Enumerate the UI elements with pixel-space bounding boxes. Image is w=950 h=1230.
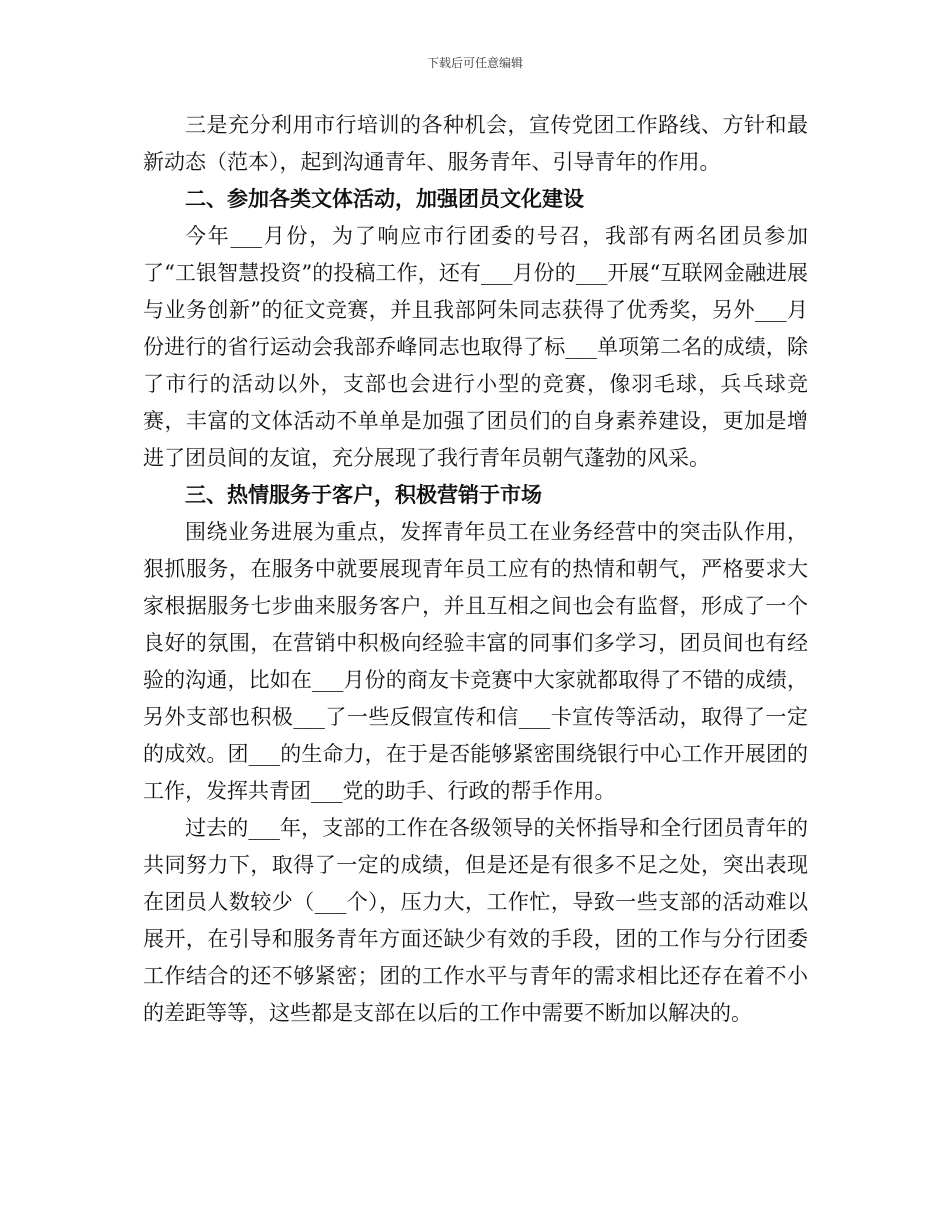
section-heading-2: 二、参加各类文体活动，加强团员文化建设 — [185, 187, 584, 211]
section-heading-3: 三、热情服务于客户，积极营销于市场 — [185, 483, 542, 507]
paragraph-2: 今年___月份，为了响应市行团委的号召，我部有两名团员参加了“工银智慧投资”的投稿工作，还有___月份的___开展“互联网金融进展与业务创新”的征文竞赛，并且我部阿朱同志获得了优秀奖，另外___月份进行的省行运动会我部乔峰同志也取得了标___单项第二名的成绩，除了市行的活动以外，支部也会进行小型的竞赛，像羽毛球，兵乓球竞赛，丰富的文体活动不单单是加强了团员们的自身素养建设，更加是增进了团员间的友谊，充分展现了我行青年员朝气蓬勃的风采。 — [143, 224, 808, 470]
page-header-note: 下载后可任意编辑 — [426, 56, 523, 70]
document-body — [143, 107, 808, 1032]
paragraph-3: 围绕业务进展为重点，发挥青年员工在业务经营中的突击队作用，狠抓服务，在服务中就要展现青年员工应有的热情和朝气，严格要求大家根据服务七步曲来服务客户，并且互相之间也会有监督，形成了一个良好的氛围，在营销中积极向经验丰富的同事们多学习，团员间也有经验的沟通，比如在___月份的商友卡竞赛中大家就都取得了不错的成绩，另外支部也积极___了一些反假宣传和信___卡宣传等活动，取得了一定的成效。团___的生命力，在于是否能够紧密围绕银行中心工作开展团的工作，发挥共青团___党的助手、行政的帮手作用。 — [143, 520, 808, 803]
paragraph-1: 三是充分利用市行培训的各种机会，宣传党团工作路线、方针和最新动态（范本），起到沟通青年、服务青年、引导青年的作用。 — [143, 113, 808, 174]
paragraph-4: 过去的___年，支部的工作在各级领导的关怀指导和全行团员青年的共同努力下，取得了一定的成绩，但是还是有很多不足之处，突出表现在团员人数较少（___个），压力大，工作忙，导致一些支部的活动难以展开，在引导和服务青年方面还缺少有效的手段，团的工作与分行团委工作结合的还不够紧密；团的工作水平与青年的需求相比还存在着不小的差距等等，这些都是支部在以后的工作中需要不断加以解决的。 — [143, 816, 808, 1025]
